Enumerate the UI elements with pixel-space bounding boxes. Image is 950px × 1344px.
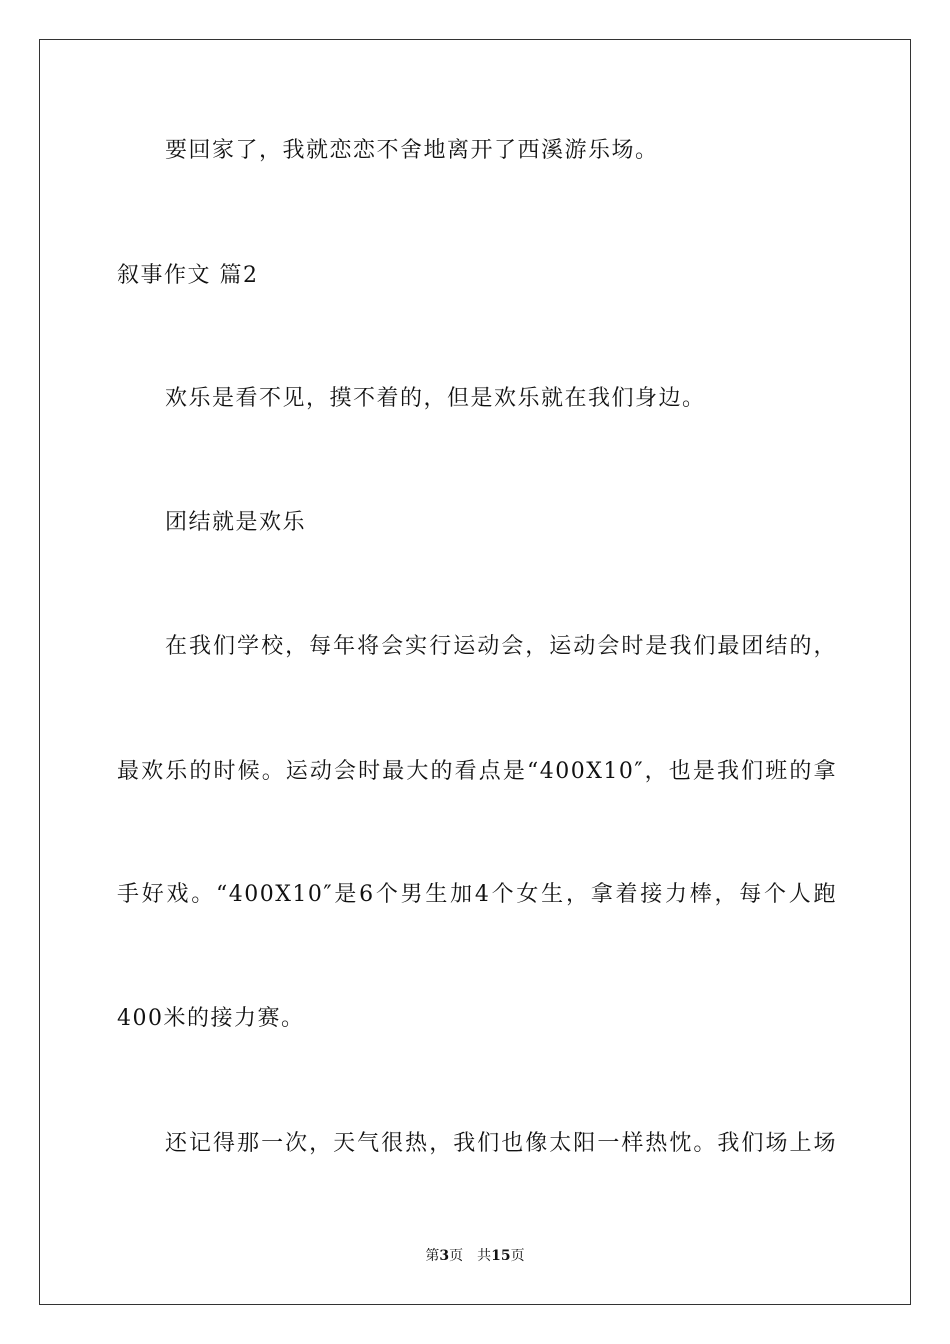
page-prefix: 第 xyxy=(425,1248,440,1264)
page-footer xyxy=(0,1247,950,1265)
paragraph-line: 要回家了，我就恋恋不舍地离开了西溪游乐场。 xyxy=(165,138,659,163)
page-border xyxy=(39,39,911,1305)
paragraph-line: 欢乐是看不见，摸不着的，但是欢乐就在我们身边。 xyxy=(165,386,706,411)
total-pages: 15 xyxy=(491,1248,511,1264)
paragraph-line: 手好戏。“400X10″是6个男生加4个女生，拿着接力棒，每个人跑 xyxy=(117,882,837,907)
section-heading: 叙事作文 篇2 xyxy=(117,263,259,288)
paragraph-line: 在我们学校，每年将会实行运动会，运动会时是我们最团结的， xyxy=(165,634,837,659)
paragraph-line: 最欢乐的时候。运动会时最大的看点是“400X10″，也是我们班的拿 xyxy=(117,759,837,784)
paragraph-line: 400米的接力赛。 xyxy=(117,1006,305,1031)
page-suffix: 页 xyxy=(449,1248,464,1264)
total-prefix: 共 xyxy=(477,1248,492,1264)
paragraph-line: 还记得那一次，天气很热，我们也像太阳一样热忱。我们场上场 xyxy=(165,1131,837,1156)
paragraph-line: 团结就是欢乐 xyxy=(165,510,307,535)
total-suffix: 页 xyxy=(510,1248,525,1264)
page-number: 3 xyxy=(439,1248,450,1264)
